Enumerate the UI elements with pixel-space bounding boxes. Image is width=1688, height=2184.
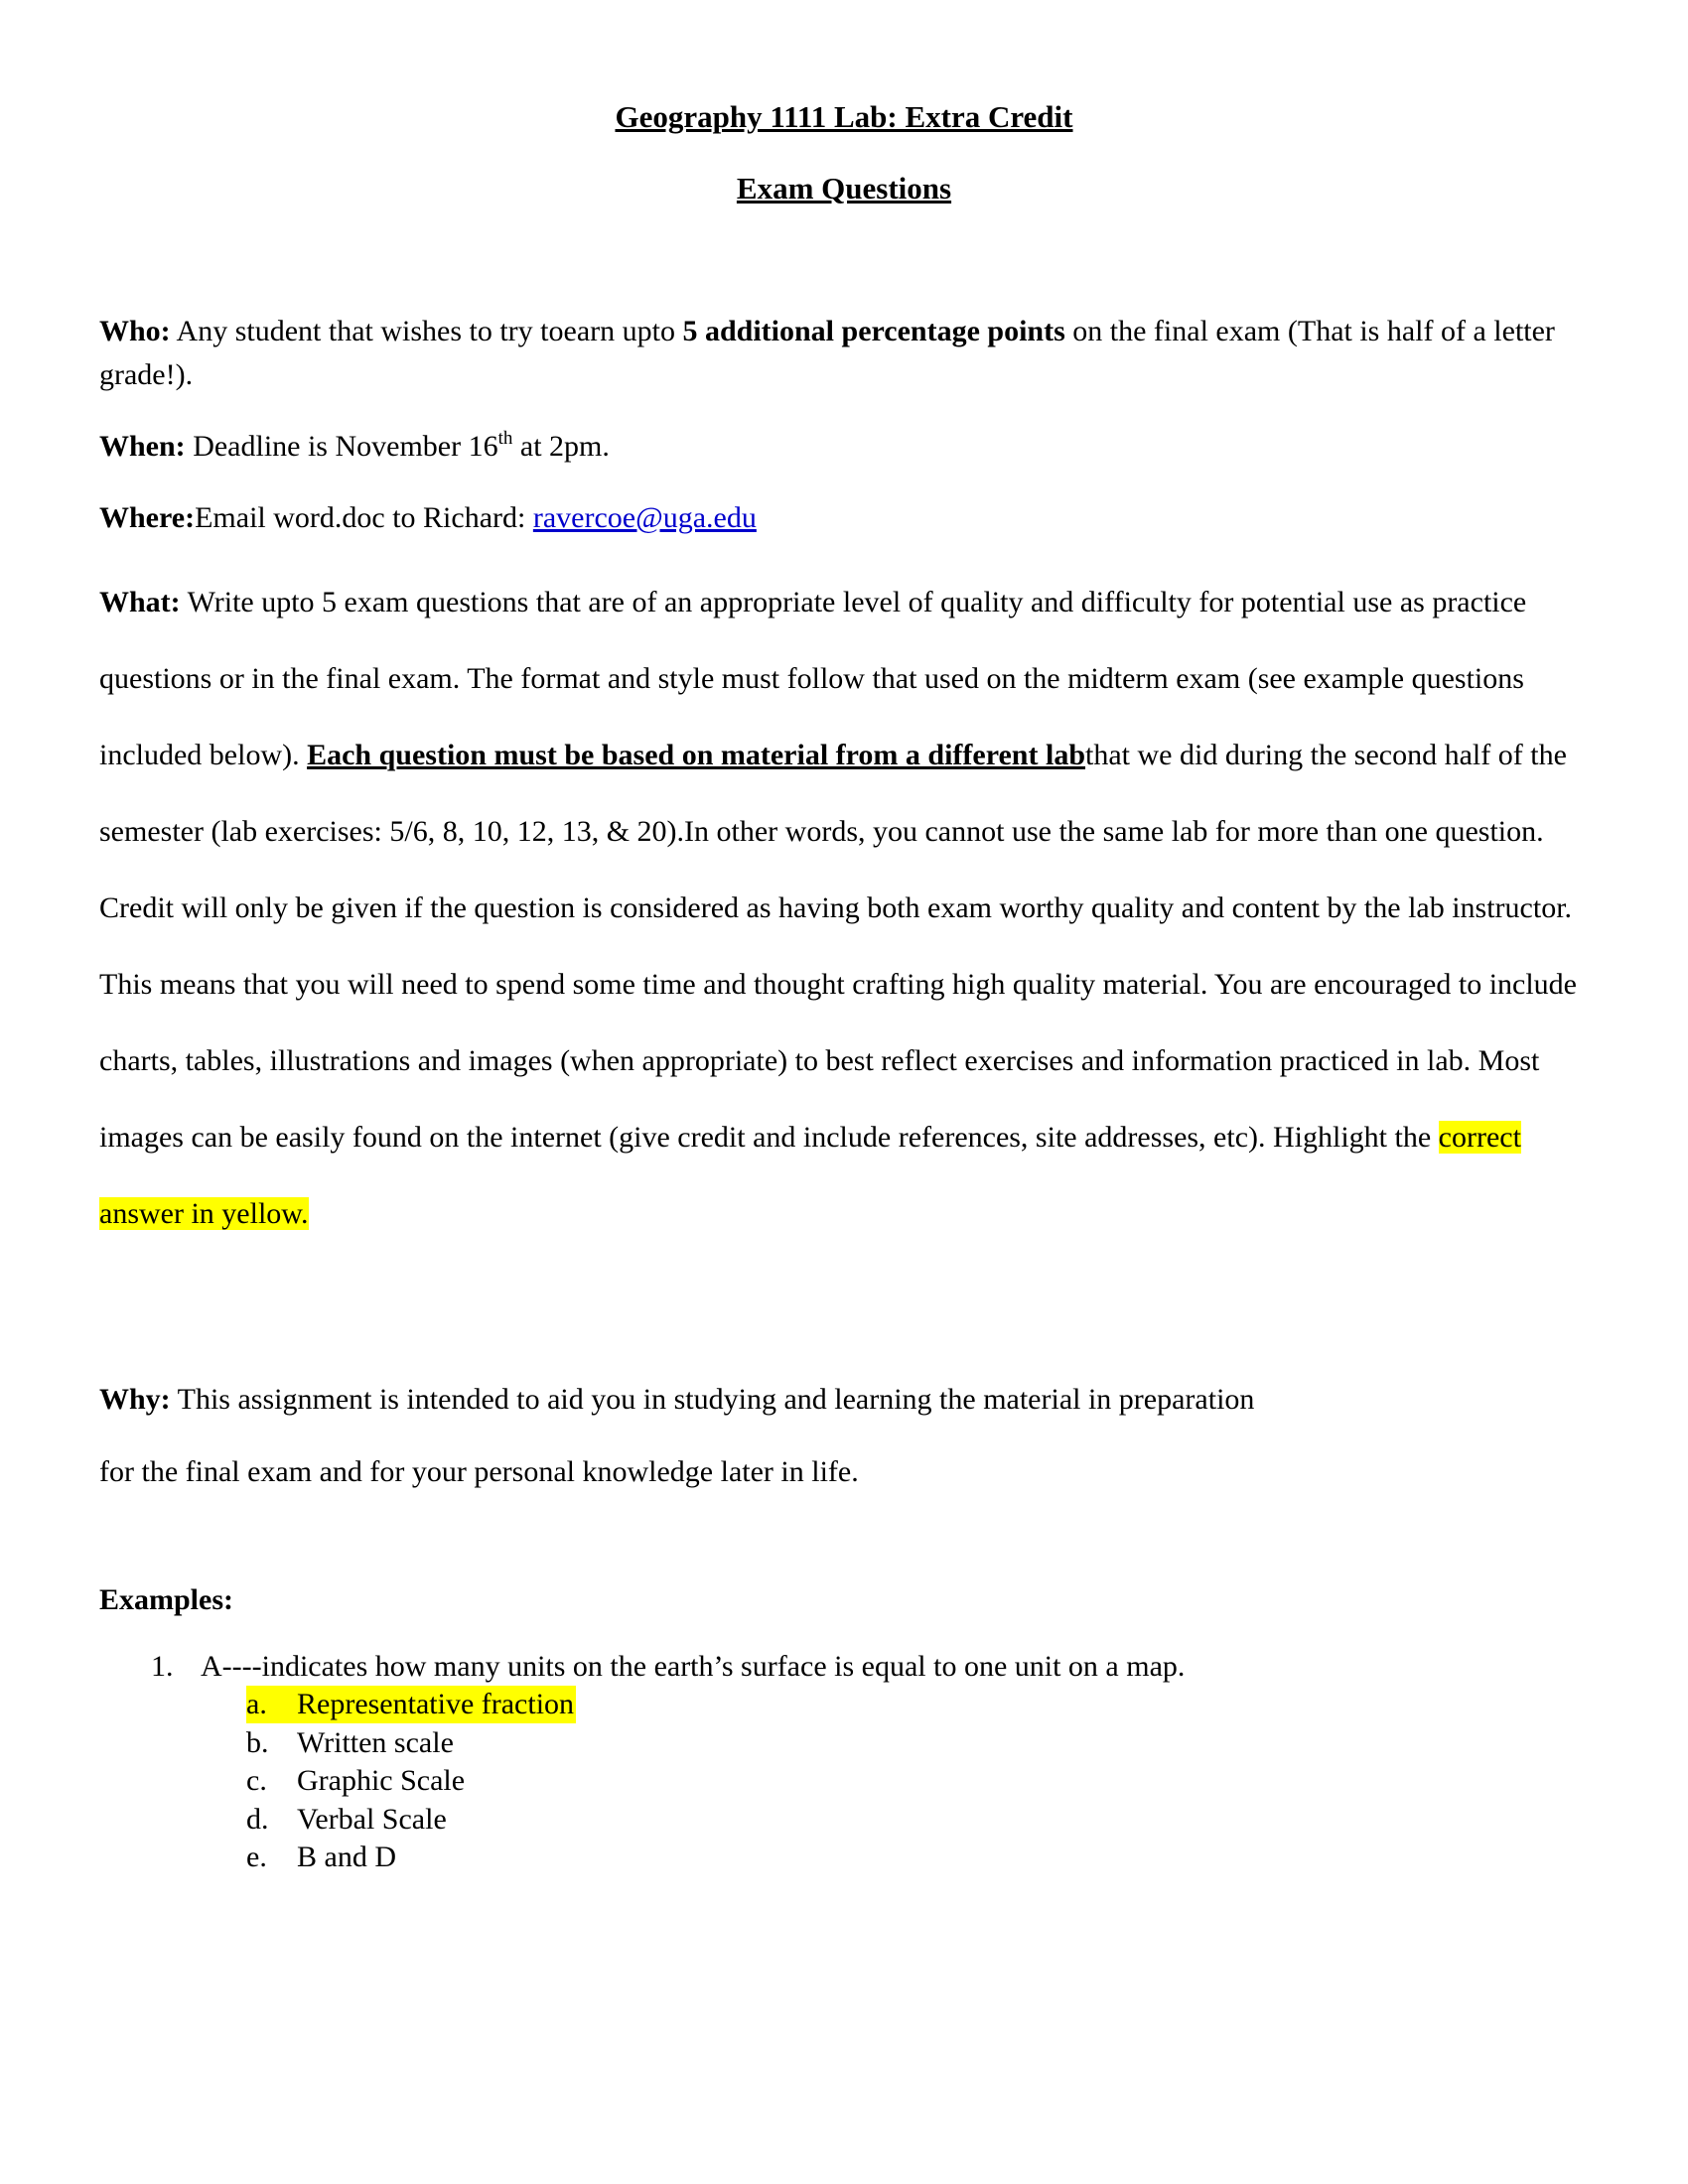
when-ordinal-suffix: th — [497, 428, 513, 449]
examples-heading: Examples: — [99, 1583, 233, 1616]
what-paragraph — [99, 564, 1589, 1252]
question-text: A----indicates how many units on the earth’s surface is equal to one unit on a map. — [201, 1650, 1186, 1683]
why-line-1 — [99, 1363, 1589, 1435]
option-letter: d. — [246, 1802, 269, 1836]
why-paragraph — [99, 1363, 1589, 1508]
question-number: 1. — [151, 1650, 174, 1683]
option-text: Graphic Scale — [297, 1764, 466, 1797]
why-line-2: for the final exam and for your personal knowledge later in life. — [99, 1455, 859, 1488]
where-paragraph — [99, 496, 1589, 540]
who-paragraph — [99, 310, 1589, 397]
option-text: B and D — [297, 1841, 396, 1873]
answer-option-c — [246, 1762, 576, 1801]
option-letter: a. — [246, 1688, 267, 1720]
why-label: Why: — [99, 1383, 171, 1416]
what-text-start: Write upto 5 exam questions that are of an appropriate level of quality and difficulty for potential use as practice questions or in the final exam. The format and style must follow that used on the midterm exam (see example questions included below). — [99, 586, 1527, 771]
when-label: When: — [99, 430, 186, 463]
why-text-line-1: This assignment is intended to aid you in studying and learning the material in preparation — [170, 1383, 1255, 1416]
where-text: Email word.doc to Richard: — [195, 501, 533, 534]
when-text-end: at 2pm. — [512, 430, 610, 463]
who-bold-points: 5 additional percentage points — [682, 315, 1065, 347]
answer-option-e — [246, 1839, 576, 1877]
what-label: What: — [99, 586, 181, 618]
who-label: Who: — [99, 315, 171, 347]
answer-options — [246, 1686, 576, 1877]
answer-option-a — [246, 1686, 576, 1724]
email-link[interactable]: ravercoe@uga.edu — [532, 501, 757, 534]
document-title: Geography 1111 Lab: Extra Credit — [615, 99, 1073, 134]
document-subtitle: Exam Questions — [736, 171, 952, 205]
who-text-start: Any student that wishes to try toearn upto — [170, 315, 683, 347]
when-paragraph — [99, 425, 1589, 469]
who-text-end: on the final exam (That is half of a letter grade!). — [99, 315, 1555, 391]
where-label: Where: — [99, 501, 196, 534]
option-letter: b. — [246, 1725, 269, 1759]
option-letter: e. — [246, 1841, 267, 1873]
correct-answer-highlight — [246, 1686, 576, 1723]
option-text: Verbal Scale — [297, 1802, 447, 1836]
what-text-middle: that we did during the second half of the semester (lab exercises: 5/6, 8, 10, 12, 13, & 20).In other words, you cannot use the same lab for more than one question. Credit will only be given if the question is considered as having both exam worthy quality and content by the lab instructor. This means that you will need to spend some time and thought crafting high quality material. You are encouraged to include charts, tables, illustrations and images (when appropriate) to best reflect exercises and information practiced in lab. Most images can be easily found on the internet (give credit and include references, site addresses, etc). Highlight the — [99, 739, 1577, 1154]
option-letter: c. — [246, 1764, 267, 1797]
highlighted-instruction: correct answer in yellow. — [99, 1121, 1521, 1230]
option-text: Written scale — [297, 1725, 454, 1759]
when-text-start: Deadline is November 16 — [185, 430, 498, 463]
answer-option-d — [246, 1801, 576, 1840]
what-emphasis: Each question must be based on material from a different lab — [307, 739, 1086, 771]
answer-option-b — [246, 1724, 576, 1763]
option-text: Representative fraction — [297, 1688, 575, 1720]
